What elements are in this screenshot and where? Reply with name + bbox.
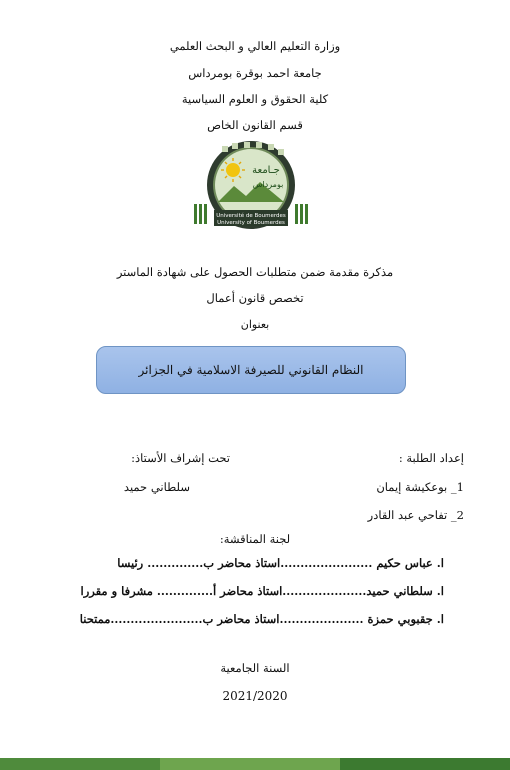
logo-name-en: University of Boumerdes (217, 220, 285, 226)
thesis-specialty: تخصص قانون أعمال (206, 291, 304, 305)
committee-label: لجنة المناقشة: (219, 532, 291, 546)
logo-name-ar-2: بومرداس (252, 180, 284, 189)
title-label: بعنوان (240, 318, 270, 331)
academic-year-label: السنة الجامعية (220, 661, 290, 675)
department-line: قسم القانون الخاص (207, 118, 303, 132)
logo-name-ar-1: جـامعة (252, 165, 280, 176)
committee-member: ا. جقبوبي حمزة .....................استاذ محاضر ب.......................ممتحنا (79, 612, 444, 626)
thesis-title-box (96, 346, 406, 394)
student-item: 1_ بوعكيشة إيمان (376, 480, 464, 494)
faculty-line: كلية الحقوق و العلوم السياسية (181, 92, 329, 106)
university-logo (188, 140, 314, 238)
bottom-decorative-bar (0, 758, 510, 770)
university-line: جامعة احمد بوقرة بومرداس (188, 66, 322, 80)
committee-member: ا. سلطاني حميد.....................استاذ محاضر أ.............. مشرفا و مقررا (80, 584, 444, 598)
academic-year-value: 2021/2020 (222, 689, 288, 703)
thesis-title: النظام القانوني للصيرفة الاسلامية في الجزائر (138, 363, 364, 377)
student-item: 2_ تفاحي عبد القادر (367, 508, 464, 522)
logo-name-fr: Université de Boumerdes (216, 213, 286, 219)
ministry-line: وزارة التعليم العالي و البحث العلمي (169, 39, 341, 53)
committee-member: ا. عباس حكيم .......................استاذ محاضر ب.............. رئيسا (117, 556, 444, 570)
thesis-purpose: مذكرة مقدمة ضمن متطلبات الحصول على شهادة الماستر (116, 265, 394, 279)
students-label: إعداد الطلبة : (398, 451, 464, 465)
supervisor-label: تحت إشراف الأستاذ: (131, 451, 230, 465)
supervisor-name: سلطاني حميد (123, 480, 190, 494)
